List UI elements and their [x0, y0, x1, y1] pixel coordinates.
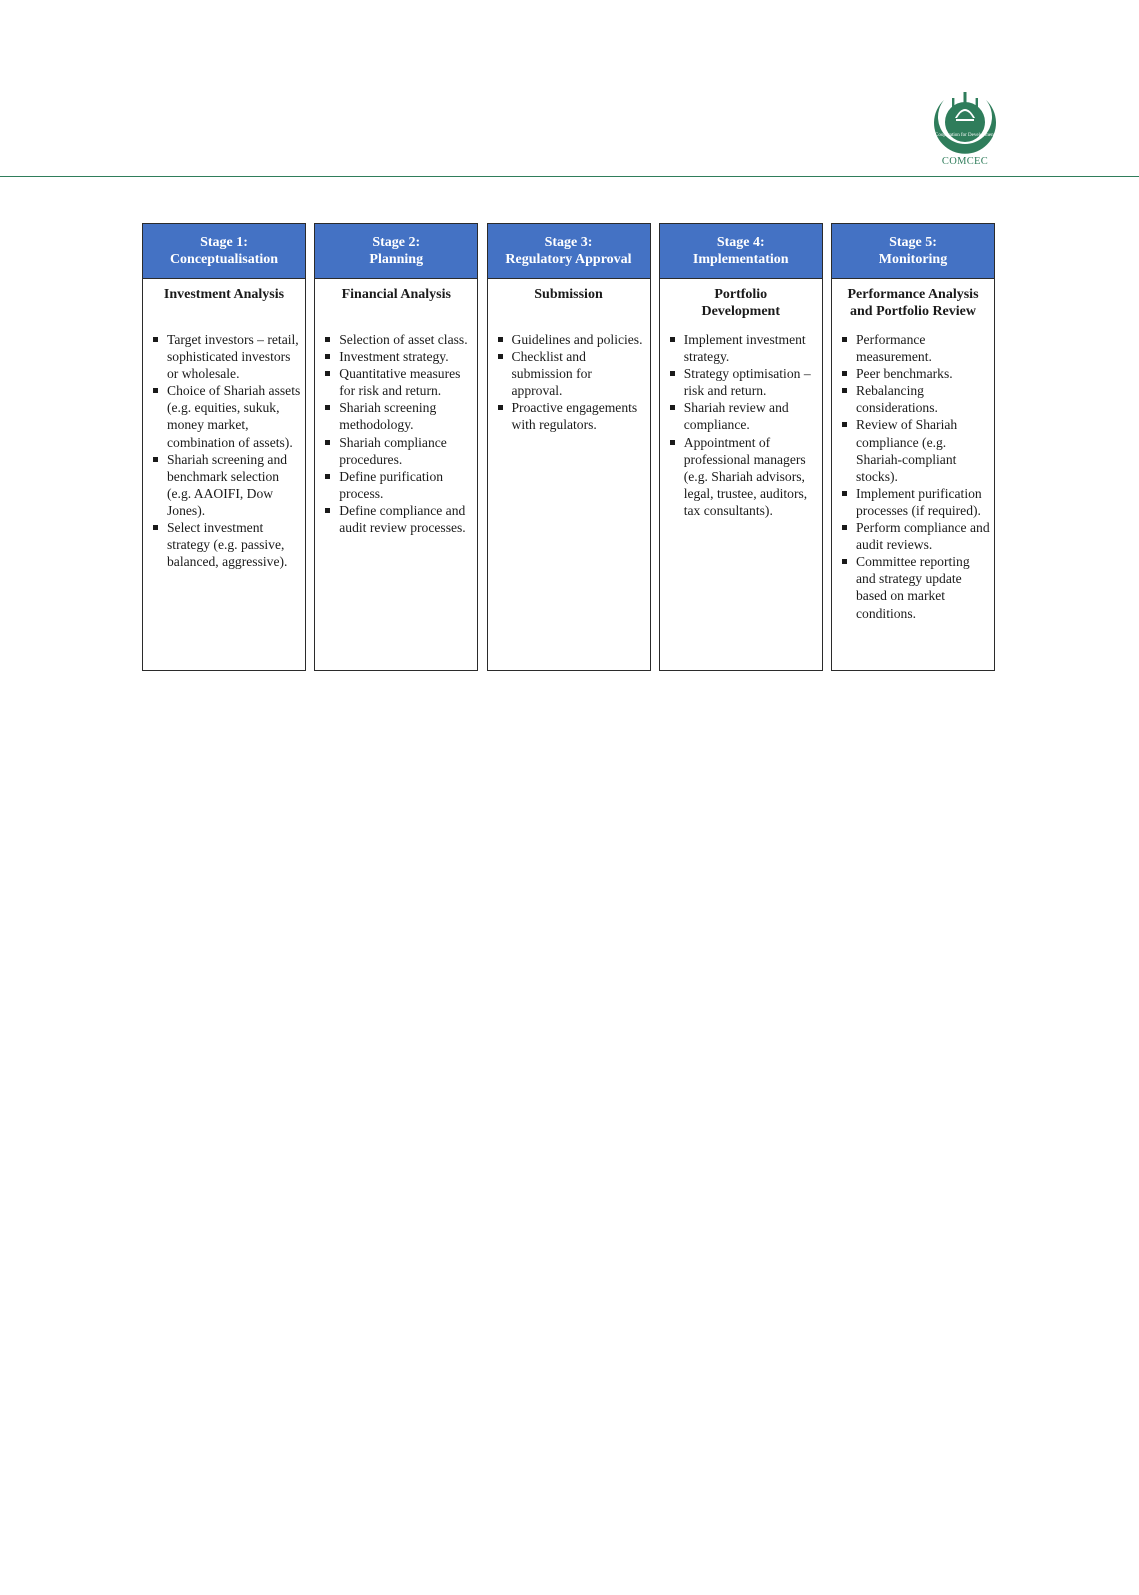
stage-3-item: Checklist and submission for approval. — [512, 348, 646, 399]
stage-4-item: Strategy optimisation – risk and return. — [684, 365, 818, 399]
stage-1-item: Select investment strategy (e.g. passive, balanced, aggressive). — [167, 519, 301, 570]
stage-5-item: Rebalancing considerations. — [856, 382, 990, 416]
comcec-emblem-icon — [930, 86, 1000, 156]
stage-2-item: Selection of asset class. — [339, 331, 473, 348]
stage-2-item: Investment strategy. — [339, 348, 473, 365]
stage-4-subtitle: Portfolio Development — [701, 287, 781, 319]
header-divider — [0, 176, 1139, 177]
stage-5-item: Performance measurement. — [856, 331, 990, 365]
stage-3-title: Stage 3: Regulatory Approval — [505, 235, 632, 267]
stage-1-item: Shariah screening and benchmark selection (e.g. AAOIFI, Dow Jones). — [167, 451, 301, 519]
stage-2-box — [314, 223, 478, 671]
stage-2-list — [315, 331, 477, 536]
page-header — [0, 0, 1139, 178]
stage-2-header — [315, 224, 477, 279]
process-stages-diagram — [142, 223, 995, 671]
stage-5-item: Committee reporting and strategy update based on market conditions. — [856, 553, 990, 621]
stage-2-subtitle: Financial Analysis — [341, 287, 451, 302]
stage-3-header — [488, 224, 650, 279]
stage-1-list — [143, 331, 305, 570]
stage-5-item: Perform compliance and audit reviews. — [856, 520, 990, 553]
stage-5-item: Review of Shariah compliance (e.g. Shariah-compliant stocks). — [856, 416, 990, 484]
stage-5-subtitle: Performance Analysis and Portfolio Review — [847, 287, 979, 319]
stage-1-box — [142, 223, 306, 671]
stage-3-box — [487, 223, 651, 671]
stage-5-title: Stage 5: Monitoring — [878, 235, 948, 267]
stage-1-item: Choice of Shariah assets (e.g. equities, sukuk, money market, combination of assets). — [167, 383, 301, 450]
stage-5-header — [832, 224, 994, 279]
stage-4-box — [659, 223, 823, 671]
stage-2-title: Stage 2: Planning — [369, 235, 424, 267]
stage-5-list — [832, 331, 994, 622]
stage-2-item: Quantitative measures for risk and return. — [339, 365, 473, 399]
stage-3-subtitle: Submission — [534, 287, 603, 302]
stage-1-title: Stage 1: Conceptualisation — [169, 235, 279, 267]
stage-4-header — [660, 224, 822, 279]
logo-ring-text: Cooperation for Development — [935, 133, 995, 138]
stage-2-item: Define compliance and audit review processes. — [339, 502, 473, 536]
stage-1-item: Target investors – retail, sophisticated investors or wholesale. — [167, 331, 301, 382]
stage-4-item: Shariah review and compliance. — [684, 399, 818, 433]
stage-1-header — [143, 224, 305, 279]
stage-5-item: Implement purification processes (if required). — [856, 485, 990, 519]
stage-5-box — [831, 223, 995, 671]
stage-4-item: Appointment of professional managers (e.g. Shariah advisors, legal, trustee, auditors, tax consultants). — [684, 434, 818, 519]
stage-3-list — [488, 331, 650, 434]
stage-2-item: Define purification process. — [339, 468, 473, 502]
stage-4-list — [660, 331, 822, 519]
comcec-logo — [930, 86, 1000, 172]
logo-text: COMCEC — [941, 156, 989, 167]
stage-5-item: Peer benchmarks. — [856, 365, 990, 382]
stage-3-item: Guidelines and policies. — [512, 331, 646, 348]
stage-3-item: Proactive engagements with regulators. — [512, 399, 646, 433]
stage-4-title: Stage 4: Implementation — [692, 235, 789, 267]
stage-1-subtitle: Investment Analysis — [163, 287, 285, 302]
stage-4-item: Implement investment strategy. — [684, 331, 818, 365]
stage-2-item: Shariah screening methodology. — [339, 399, 473, 433]
stage-2-item: Shariah compliance procedures. — [339, 434, 473, 468]
